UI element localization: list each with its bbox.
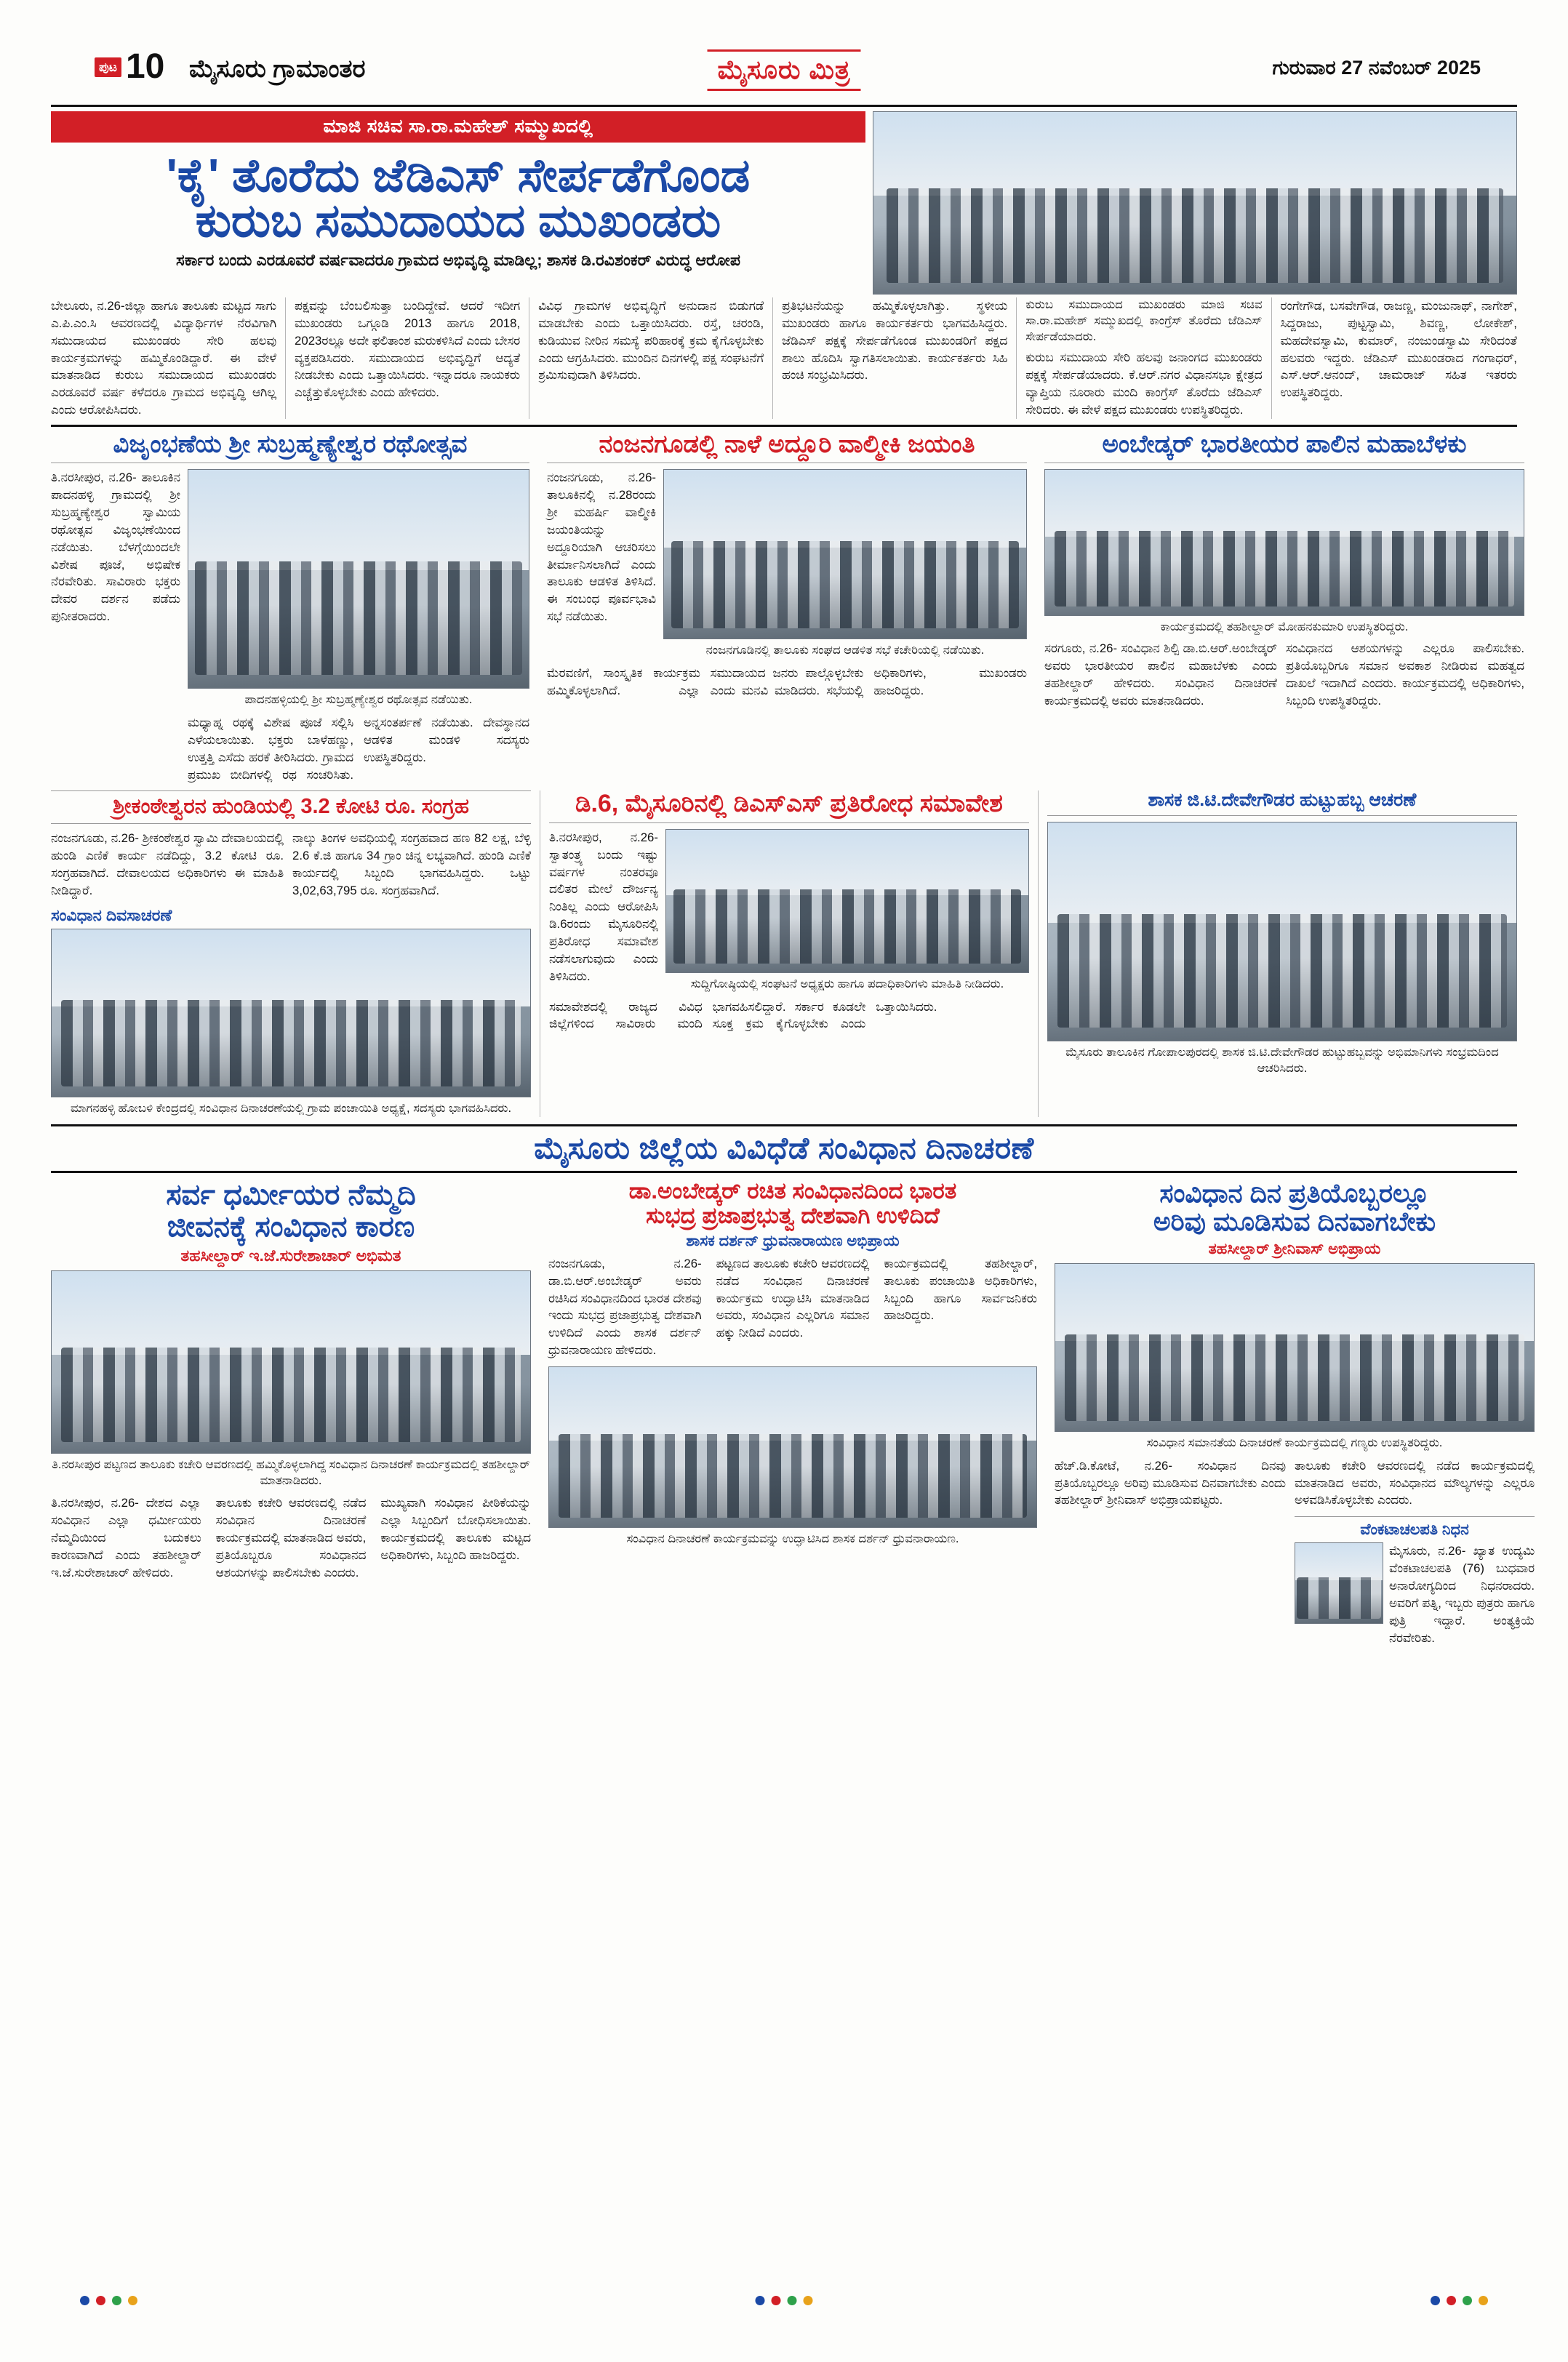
rathotsava-col-1: ತಿ.ನರಸೀಪುರ, ನ.26- ತಾಲೂಕಿನ ಪಾದನಹಳ್ಳಿ ಗ್ರಾಮದಲ್ಲಿ ಶ್ರೀ ಸುಬ್ರಹ್ಮಣ್ಯೇಶ್ವರ ಸ್ವಾಮಿಯ ರಥೋತ್ಸವ ವಿಜೃಂಭಣೆಯಿಂದ ನಡೆಯಿತು. ಬೆಳಗ್ಗೆಯಿಂದಲೇ ವಿಶೇಷ ಪೂಜೆ, ಅಭಿಷೇಕ ನೆರವೇರಿತು. ಸಾವಿರಾರು ಭಕ್ತರು ದೇವರ ದರ್ಶನ ಪಡೆದು ಪುನೀತರಾದರು. xyxy=(51,471,180,624)
obituary-portrait xyxy=(1295,1542,1383,1624)
footer-dots-right xyxy=(1431,2296,1488,2305)
lead-photo xyxy=(873,111,1517,295)
valmiki-photo-caption: ನಂಜನಗೂಡಿನಲ್ಲಿ ತಾಲೂಕು ಸಂಘದ ಆಡಳಿತ ಸಭೆ ಕಚೇರಿಯಲ್ಲಿ ನಡೆಯಿತು. xyxy=(705,644,985,657)
sarvadharma-headline-1: ಸರ್ವ ಧರ್ಮೀಯರ ನೆಮ್ಮದಿ xyxy=(166,1178,416,1211)
story-sarvadharma xyxy=(51,1179,540,1647)
issue-date: ಗುರುವಾರ 27 ನವೆಂಬರ್ 2025 xyxy=(1272,57,1481,79)
samvidhana-photo xyxy=(51,929,531,1097)
srinivas-col-1: ಹೆಚ್.ಡಿ.ಕೋಟೆ, ನ.26- ಸಂವಿಧಾನ ದಿನವು ಪ್ರತಿಯೊಬ್ಬರಲ್ಲೂ ಅರಿವು ಮೂಡಿಸುವ ದಿನವಾಗಬೇಕು ಎಂದು ತಹಶೀಲ್ದಾರ್ ಶ್ರೀನಿವಾಸ್ ಅಭಿಪ್ರಾಯಪಟ್ಟರು. xyxy=(1055,1458,1286,1508)
sarvadharma-subhead: ತಹಸೀಲ್ದಾರ್ ಇ.ಜೆ.ಸುರೇಶಾಚಾರ್ ಅಭಿಮತ xyxy=(180,1246,401,1265)
masthead-rule xyxy=(51,105,1517,107)
story-dss xyxy=(540,790,1038,1116)
birthday-headline: ಶಾಸಕ ಜಿ.ಟಿ.ದೇವೇಗೌಡರ ಹುಟ್ಟುಹಬ್ಬ ಆಚರಣೆ xyxy=(1148,790,1417,811)
lead-kicker: ಮಾಜಿ ಸಚಿವ ಸಾ.ರಾ.ಮಹೇಶ್ ಸಮ್ಮುಖದಲ್ಲಿ xyxy=(51,111,865,143)
sarvadharma-headline-2: ಜೀವನಕ್ಕೆ ಸಂವಿಧಾನ ಕಾರಣ xyxy=(167,1210,415,1243)
rathotsava-headline: ವಿಜೃಂಭಣೆಯ ಶ್ರೀ ಸುಬ್ರಹ್ಮಣ್ಯೇಶ್ವರ ರಥೋತ್ಸವ xyxy=(113,430,468,458)
samvidhana-dinacharane-headline: ಸಂವಿಧಾನ ದಿವಸಾಚರಣೆ xyxy=(51,905,172,924)
ambedkar-light-col-2: ಸಂವಿಧಾನದ ಆಶಯಗಳನ್ನು ಎಲ್ಲರೂ ಪಾಲಿಸಬೇಕು. ಪ್ರತಿಯೊಬ್ಬರಿಗೂ ಸಮಾನ ಅವಕಾಶ ನೀಡಿರುವ ಮಹತ್ವದ ದಾಖಲೆ ಇದಾಗಿದೆ ಎಂದರು. ಕಾರ್ಯಕ್ರಮದಲ್ಲಿ ಅಧಿಕಾರಿಗಳು, ಸಿಬ್ಬಂದಿ ಉಪಸ್ಥಿತರಿದ್ದರು. xyxy=(1286,641,1524,708)
birthday-photo-caption: ಮೈಸೂರು ತಾಲೂಕಿನ ಗೋಪಾಲಪುರದಲ್ಲಿ ಶಾಸಕ ಜಿ.ಟಿ.ದೇವೇಗೌಡರ ಹುಟ್ಟುಹಬ್ಬವನ್ನು ಅಭಿಮಾನಿಗಳು ಸಂಭ್ರಮದಿಂದ ಆಚರಿಸಿದರು. xyxy=(1065,1045,1499,1075)
darshan-photo-caption: ಸಂವಿಧಾನ ದಿನಾಚರಣೆ ಕಾರ್ಯಕ್ರಮವನ್ನು ಉದ್ಘಾಟಿಸಿದ ಶಾಸಕ ದರ್ಶನ್ ಧ್ರುವನಾರಾಯಣ. xyxy=(626,1532,959,1545)
darshan-headline-2: ಸುಭದ್ರ ಪ್ರಜಾಪ್ರಭುತ್ವ ದೇಶವಾಗಿ ಉಳಿದಿದೆ xyxy=(646,1202,940,1228)
lead-subhead: ಸರ್ಕಾರ ಬಂದು ಎರಡೂವರೆ ವರ್ಷವಾದರೂ ಗ್ರಾಮದ ಅಭಿವೃದ್ಧಿ ಮಾಡಿಲ್ಲ; ಶಾಸಕ ಡಿ.ರವಿಶಂಕರ್ ವಿರುದ್ಧ ಆರೋಪ xyxy=(176,251,740,270)
valmiki-photo xyxy=(663,469,1027,639)
lead-photo-block xyxy=(873,111,1517,295)
dss-photo-caption: ಸುದ್ದಿಗೋಷ್ಠಿಯಲ್ಲಿ ಸಂಘಟನೆ ಅಧ್ಯಕ್ಷರು ಹಾಗೂ ಪದಾಧಿಕಾರಿಗಳು ಮಾಹಿತಿ ನೀಡಿದರು. xyxy=(690,977,1004,990)
ambedkar-light-photo-caption: ಕಾರ್ಯಕ್ರಮದಲ್ಲಿ ತಹಶೀಲ್ದಾರ್ ಮೋಹನಕುಮಾರಿ ಉಪಸ್ಥಿತರಿದ್ದರು. xyxy=(1160,620,1409,634)
ambedkar-light-photo xyxy=(1044,469,1524,616)
story-srinivas xyxy=(1046,1179,1535,1647)
samvidhana-photo-caption: ಮಾಗನಹಳ್ಳಿ ಹೋಬಳಿ ಕೇಂದ್ರದಲ್ಲಿ ಸಂವಿಧಾನ ದಿನಾಚರಣೆಯಲ್ಲಿ ಗ್ರಾಮ ಪಂಚಾಯಿತಿ ಅಧ್ಯಕ್ಷೆ, ಸದಸ್ಯರು ಭಾಗವಹಿಸಿದರು. xyxy=(70,1101,512,1115)
lead-col-2: ಪಕ್ಷವನ್ನು ಬೆಂಬಲಿಸುತ್ತಾ ಬಂದಿದ್ದೇವೆ. ಆದರೆ ಇದೀಗ ಮುಖಂಡರು ಒಗ್ಗೂಡಿ 2013 ಹಾಗೂ 2018, 2023ರಲ್ಲೂ ಅದೇ ಫಲಿತಾಂಶ ಮರುಕಳಿಸಿದೆ ಎಂದು ಬೇಸರ ವ್ಯಕ್ತಪಡಿಸಿದರು. ಸಮುದಾಯದ ಅಭಿವೃದ್ಧಿಗೆ ಆದ್ಯತೆ ನೀಡಬೇಕು ಎಂದು ಒತ್ತಾಯಿಸಿದರು. ಇನ್ನಾದರೂ ನಾಯಕರು ಎಚ್ಚೆತ್ತುಕೊಳ್ಳಬೇಕು ಎಂದು ಹೇಳಿದರು. xyxy=(295,299,521,400)
rathotsava-photo-caption: ಪಾದನಹಳ್ಳಿಯಲ್ಲಿ ಶ್ರೀ ಸುಬ್ರಹ್ಮಣ್ಯೇಶ್ವರ ರಥೋತ್ಸವ ನಡೆಯಿತು. xyxy=(244,693,473,707)
darshan-col-3: ಕಾರ್ಯಕ್ರಮದಲ್ಲಿ ತಹಶೀಲ್ದಾರ್, ತಾಲೂಕು ಪಂಚಾಯಿತಿ ಅಧಿಕಾರಿಗಳು, ಸಿಬ್ಬಂದಿ ಹಾಗೂ ಸಾರ್ವಜನಿಕರು ಹಾಜರಿದ್ದರು. xyxy=(884,1256,1038,1323)
obituary-text: ಮೈಸೂರು, ನ.26- ಖ್ಯಾತ ಉದ್ಯಮಿ ವೆಂಕಟಾಚಲಪತಿ (76) ಬುಧವಾರ ಅನಾರೋಗ್ಯದಿಂದ ನಿಧನರಾದರು. ಅವರಿಗೆ ಪತ್ನಿ, ಇಬ್ಬರು ಪುತ್ರರು ಹಾಗೂ ಪುತ್ರಿ ಇದ್ದಾರೆ. ಅಂತ್ಯಕ್ರಿಯೆ ನೆರವೇರಿತು. xyxy=(1389,1544,1535,1645)
sarvadharma-col-1: ತಿ.ನರಸೀಪುರ, ನ.26- ದೇಶದ ಎಲ್ಲಾ ಸಂವಿಧಾನ ಎಲ್ಲಾ ಧರ್ಮೀಯರು ನೆಮ್ಮದಿಯಿಂದ ಬದುಕಲು ಕಾರಣವಾಗಿದೆ ಎಂದು ತಹಶೀಲ್ದಾರ್ ಇ.ಜೆ.ಸುರೇಶಾಚಾರ್ ಹೇಳಿದರು. xyxy=(51,1496,201,1580)
section-two xyxy=(51,430,1524,784)
sarvadharma-photo xyxy=(51,1270,531,1454)
story-birthday xyxy=(1039,790,1517,1116)
footer-dots-left xyxy=(80,2296,137,2305)
valmiki-col-1: ನಂಜನಗೂಡು, ನ.26- ತಾಲೂಕಿನಲ್ಲಿ ನ.28ರಂದು ಶ್ರೀ ಮಹರ್ಷಿ ವಾಲ್ಮೀಕಿ ಜಯಂತಿಯನ್ನು ಅದ್ದೂರಿಯಾಗಿ ಆಚರಿಸಲು ತೀರ್ಮಾನಿಸಲಾಗಿದೆ ಎಂದು ತಾಲೂಕು ಆಡಳಿತ ತಿಳಿಸಿದೆ. ಈ ಸಂಬಂಧ ಪೂರ್ವಭಾವಿ ಸಭೆ ನಡೆಯಿತು. xyxy=(547,471,656,624)
masthead xyxy=(51,44,1517,105)
lead-col-6: ರಂಗೇಗೌಡ, ಬಸವೇಗೌಡ, ರಾಜಣ್ಣ, ಮಂಜುನಾಥ್, ನಾಗೇಶ್, ಸಿದ್ದರಾಜು, ಪುಟ್ಟಸ್ವಾಮಿ, ಶಿವಣ್ಣ, ಲೋಕೇಶ್, ಮಹದೇವಸ್ವಾಮಿ, ಕುಮಾರ್, ನಂಜುಂಡಸ್ವಾಮಿ ಸೇರಿದಂತೆ ಹಲವರು ಇದ್ದರು. ಜೆಡಿಎಸ್ ಮುಖಂಡರಾದ ಗಂಗಾಧರ್, ಎಸ್.ಆರ್.ಆನಂದ್, ಚಾಮರಾಜ್ ಸಹಿತ ಇತರರು ಉಪಸ್ಥಿತರಿದ್ದರು. xyxy=(1280,299,1517,400)
rathotsava-photo xyxy=(188,469,529,689)
darshan-col-2: ಪಟ್ಟಣದ ತಾಲೂಕು ಕಚೇರಿ ಆವರಣದಲ್ಲಿ ನಡೆದ ಸಂವಿಧಾನ ದಿನಾಚರಣೆ ಕಾರ್ಯಕ್ರಮ ಉದ್ಘಾಟಿಸಿ ಮಾತನಾಡಿದ ಅವರು, ಸಂವಿಧಾನ ಎಲ್ಲರಿಗೂ ಸಮಾನ ಹಕ್ಕು ನೀಡಿದೆ ಎಂದರು. xyxy=(716,1256,870,1340)
section-title: ಮೈಸೂರು ಗ್ರಾಮಾಂತರ xyxy=(189,55,366,83)
lead-headline-block xyxy=(51,111,873,295)
birthday-photo xyxy=(1047,822,1517,1041)
lead-col-5: ಕುರುಬ ಸಮುದಾಯ ಸೇರಿ ಹಲವು ಜನಾಂಗದ ಮುಖಂಡರು ಪಕ್ಷಕ್ಕೆ ಸೇರ್ಪಡೆಯಾದರು. ಕೆ.ಆರ್.ನಗರ ವಿಧಾನಸಭಾ ಕ್ಷೇತ್ರದ ವ್ಯಾಪ್ತಿಯ ನೂರಾರು ಮಂದಿ ಕಾಂಗ್ರೆಸ್ ತೊರೆದು ಜೆಡಿಎಸ್ ಸೇರಿದರು. ಈ ವೇಳೆ ಪಕ್ಷದ ಮುಖಂಡರು ಉಪಸ್ಥಿತರಿದ್ದರು. xyxy=(1025,351,1263,417)
srinivas-headline-1: ಸಂವಿಧಾನ ದಿನ ಪ್ರತಿಯೊಬ್ಬರಲ್ಲೂ xyxy=(1159,1177,1430,1208)
sarvadharma-photo-caption: ತಿ.ನರಸೀಪುರ ಪಟ್ಟಣದ ತಾಲೂಕು ಕಚೇರಿ ಆವರಣದಲ್ಲಿ ಹಮ್ಮಿಕೊಳ್ಳಲಾಗಿದ್ದ ಸಂವಿಧಾನ ದಿನಾಚರಣೆ ಕಾರ್ಯಕ್ರಮದಲ್ಲಿ ತಹಶೀಲ್ದಾರ್ ಮಾತನಾಡಿದರು. xyxy=(52,1457,530,1487)
ambedkar-light-headline: ಅಂಬೇಡ್ಕರ್ ಭಾರತೀಯರ ಪಾಲಿನ ಮಹಾಬೆಳಕು xyxy=(1102,430,1467,458)
obituary-headline: ವೆಂಕಟಾಚಲಪತಿ ನಿಧನ xyxy=(1360,1521,1469,1539)
story-hundi xyxy=(51,790,540,1116)
darshan-subhead: ಶಾಸಕ ದರ್ಶನ್ ಧ್ರುವನಾರಾಯಣ ಅಭಿಪ್ರಾಯ xyxy=(686,1232,900,1249)
dss-col-1: ತಿ.ನರಸೀಪುರ, ನ.26- ಸ್ವಾತಂತ್ರ್ಯ ಬಂದು ಇಷ್ಟು ವರ್ಷಗಳ ನಂತರವೂ ದಲಿತರ ಮೇಲೆ ದೌರ್ಜನ್ಯ ನಿಂತಿಲ್ಲ ಎಂದು ಆರೋಪಿಸಿ ಡಿ.6ರಂದು ಮೈಸೂರಿನಲ್ಲಿ ಪ್ರತಿರೋಧ ಸಮಾವೇಶ ನಡೆಸಲಾಗುವುದು ಎಂದು ತಿಳಿಸಿದರು. xyxy=(548,830,658,983)
srinivas-headline-2: ಅರಿವು ಮೂಡಿಸುವ ದಿನವಾಗಬೇಕು xyxy=(1153,1206,1436,1237)
darshan-headline-1: ಡಾ.ಅಂಬೇಡ್ಕರ್ ರಚಿತ ಸಂವಿಧಾನದಿಂದ ಭಾರತ xyxy=(628,1177,957,1204)
page-sheet xyxy=(51,44,1535,2313)
darshan-col-1: ನಂಜನಗೂಡು, ನ.26- ಡಾ.ಬಿ.ಆರ್.ಅಂಬೇಡ್ಕರ್ ಅವರು ರಚಿಸಿದ ಸಂವಿಧಾನದಿಂದ ಭಾರತ ದೇಶವು ಇಂದು ಸುಭದ್ರ ಪ್ರಜಾಪ್ರಭುತ್ವ ದೇಶವಾಗಿ ಉಳಿದಿದೆ ಎಂದು ಶಾಸಕ ದರ್ಶನ್ ಧ್ರುವನಾರಾಯಣ ಹೇಳಿದರು. xyxy=(548,1256,702,1358)
page-kicker: ಪುಟ xyxy=(95,57,121,77)
darshan-photo xyxy=(548,1366,1037,1528)
rathotsava-col-2: ಮಧ್ಯಾಹ್ನ ರಥಕ್ಕೆ ವಿಶೇಷ ಪೂಜೆ ಸಲ್ಲಿಸಿ ಎಳೆಯಲಾಯಿತು. ಭಕ್ತರು ಬಾಳೆಹಣ್ಣು, ಉತ್ತತ್ತಿ ಎಸೆದು ಹರಕೆ ತೀರಿಸಿದರು. ಗ್ರಾಮದ ಪ್ರಮುಖ ಬೀದಿಗಳಲ್ಲಿ ರಥ ಸಂಚರಿಸಿತು. ಅನ್ನಸಂತರ್ಪಣೆ ನಡೆಯಿತು. ದೇವಸ್ಥಾನದ ಆಡಳಿತ ಮಂಡಳಿ ಸದಸ್ಯರು ಉಪಸ್ಥಿತರಿದ್ದರು. xyxy=(188,716,529,782)
page-number-badge xyxy=(95,49,164,84)
obituary-box xyxy=(1295,1516,1535,1646)
lead-col-3: ವಿವಿಧ ಗ್ರಾಮಗಳ ಅಭಿವೃದ್ಧಿಗೆ ಅನುದಾನ ಬಿಡುಗಡೆ ಮಾಡಬೇಕು ಎಂದು ಒತ್ತಾಯಿಸಿದರು. ರಸ್ತೆ, ಚರಂಡಿ, ಕುಡಿಯುವ ನೀರಿನ ಸಮಸ್ಯೆ ಪರಿಹಾರಕ್ಕೆ ಕ್ರಮ ಕೈಗೊಳ್ಳಬೇಕು ಎಂದು ಆಗ್ರಹಿಸಿದರು. ಮುಂದಿನ ದಿನಗಳಲ್ಲಿ ಪಕ್ಷ ಸಂಘಟನೆಗೆ ಶ್ರಮಿಸುವುದಾಗಿ ತಿಳಿಸಿದರು. xyxy=(538,299,764,383)
srinivas-photo-caption: ಸಂವಿಧಾನ ಸಮಾನತೆಯ ದಿನಾಚರಣೆ ಕಾರ್ಯಕ್ರಮದಲ್ಲಿ ಗಣ್ಯರು ಉಪಸ್ಥಿತರಿದ್ದರು. xyxy=(1146,1436,1443,1449)
ambedkar-light-col-1: ಸರಗೂರು, ನ.26- ಸಂವಿಧಾನ ಶಿಲ್ಪಿ ಡಾ.ಬಿ.ಆರ್.ಅಂಬೇಡ್ಕರ್ ಅವರು ಭಾರತೀಯರ ಪಾಲಿನ ಮಹಾಬೆಳಕು ಎಂದು ತಹಶೀಲ್ದಾರ್ ಹೇಳಿದರು. ಸಂವಿಧಾನ ದಿನಾಚರಣೆ ಕಾರ್ಯಕ್ರಮದಲ್ಲಿ ಅವರು ಮಾತನಾಡಿದರು. xyxy=(1044,641,1277,708)
constitution-day-band: ಮೈಸೂರು ಜಿಲ್ಲೆಯ ವಿವಿಧೆಡೆ ಸಂವಿಧಾನ ದಿನಾಚರಣೆ xyxy=(534,1130,1034,1165)
valmiki-headline: ನಂಜನಗೂಡಲ್ಲಿ ನಾಳೆ ಅದ್ದೂರಿ ವಾಲ್ಮೀಕಿ ಜಯಂತಿ xyxy=(599,430,975,458)
srinivas-col-2: ತಾಲೂಕು ಕಚೇರಿ ಆವರಣದಲ್ಲಿ ನಡೆದ ಕಾರ್ಯಕ್ರಮದಲ್ಲಿ ಮಾತನಾಡಿದ ಅವರು, ಸಂವಿಧಾನದ ಮೌಲ್ಯಗಳನ್ನು ಎಲ್ಲರೂ ಅಳವಡಿಸಿಕೊಳ್ಳಬೇಕು ಎಂದರು. xyxy=(1295,1458,1535,1508)
lead-headline-line1: 'ಕೈ' ತೊರೆದು ಜೆಡಿಎಸ್ ಸೇರ್ಪಡೆಗೊಂಡ xyxy=(166,149,751,201)
dss-col-2: ಸಮಾವೇಶದಲ್ಲಿ ರಾಜ್ಯದ ವಿವಿಧ ಜಿಲ್ಲೆಗಳಿಂದ ಸಾವಿರಾರು ಮಂದಿ ಭಾಗವಹಿಸಲಿದ್ದಾರೆ. ಸರ್ಕಾರ ಕೂಡಲೇ ಸೂಕ್ತ ಕ್ರಮ ಕೈಗೊಳ್ಳಬೇಕು ಎಂದು ಒತ್ತಾಯಿಸಿದರು. xyxy=(548,999,937,1031)
lead-headline-line2: ಕುರುಬ ಸಮುದಾಯದ ಮುಖಂಡರು xyxy=(195,193,721,247)
lead-col-1: ಬೇಲೂರು, ನ.26-ಜಿಲ್ಲಾ ಹಾಗೂ ತಾಲೂಕು ಮಟ್ಟದ ಸಾಗು ಎ.ಪಿ.ಎಂ.ಸಿ ಆವರಣದಲ್ಲಿ ವಿದ್ಯಾರ್ಥಿಗಳ ನೆರವಿಗಾಗಿ ಸಮುದಾಯದ ಮುಖಂಡರು ಸೇರಿ ಹಲವು ಕಾರ್ಯಕ್ರಮಗಳನ್ನು ಹಮ್ಮಿಕೊಂಡಿದ್ದಾರೆ. ಈ ವೇಳೆ ಮಾತನಾಡಿದ ಕುರುಬ ಸಮುದಾಯದ ಮುಖಂಡರು ಎರಡೂವರೆ ವರ್ಷ ಕಳೆದರೂ ಗ್ರಾಮದ ಅಭಿವೃದ್ಧಿ ಆಗಿಲ್ಲ ಎಂದು ಆರೋಪಿಸಿದರು. xyxy=(51,299,277,417)
dss-photo xyxy=(665,829,1029,973)
paper-logo: ಮೈಸೂರು ಮಿತ್ರ xyxy=(707,49,860,91)
srinivas-photo xyxy=(1055,1263,1535,1432)
valmiki-col-2: ಮೆರವಣಿಗೆ, ಸಾಂಸ್ಕೃತಿಕ ಕಾರ್ಯಕ್ರಮ ಹಮ್ಮಿಕೊಳ್ಳಲಾಗಿದೆ. ಎಲ್ಲಾ ಸಮುದಾಯದ ಜನರು ಪಾಲ್ಗೊಳ್ಳಬೇಕು ಎಂದು ಮನವಿ ಮಾಡಿದರು. ಸಭೆಯಲ್ಲಿ ಅಧಿಕಾರಿಗಳು, ಮುಖಂಡರು ಹಾಜರಿದ್ದರು. xyxy=(547,666,1027,697)
hundi-col-2: ನಾಲ್ಕು ತಿಂಗಳ ಅವಧಿಯಲ್ಲಿ ಸಂಗ್ರಹವಾದ ಹಣ 82 ಲಕ್ಷ, ಬೆಳ್ಳಿ 2.6 ಕೆ.ಜಿ ಹಾಗೂ 34 ಗ್ರಾಂ ಚಿನ್ನ ಲಭ್ಯವಾಗಿದೆ. ಹುಂಡಿ ಎಣಿಕೆ ಕಾರ್ಯದಲ್ಲಿ ಸಿಬ್ಬಂದಿ ಭಾಗವಹಿಸಿದ್ದರು. ಒಟ್ಟು 3,02,63,795 ರೂ. ಸಂಗ್ರಹವಾಗಿದೆ. xyxy=(292,831,531,897)
story-darshan xyxy=(540,1179,1046,1647)
sarvadharma-col-2: ತಾಲೂಕು ಕಚೇರಿ ಆವರಣದಲ್ಲಿ ನಡೆದ ಸಂವಿಧಾನ ದಿನಾಚರಣೆ ಕಾರ್ಯಕ್ರಮದಲ್ಲಿ ಮಾತನಾಡಿದ ಅವರು, ಪ್ರತಿಯೊಬ್ಬರೂ ಸಂವಿಧಾನದ ಆಶಯಗಳನ್ನು ಪಾಲಿಸಬೇಕು ಎಂದರು. xyxy=(215,1496,367,1580)
section-three xyxy=(51,790,1517,1116)
dss-headline: ಡಿ.6, ಮೈಸೂರಿನಲ್ಲಿ ಡಿಎಸ್‌ಎಸ್ ಪ್ರತಿರೋಧ ಸಮಾವೇಶ xyxy=(575,790,1003,818)
srinivas-subhead: ತಹಸೀಲ್ದಾರ್ ಶ್ರೀನಿವಾಸ್ ಅಭಿಪ್ರಾಯ xyxy=(1208,1240,1381,1257)
story-rathotsava xyxy=(51,431,538,784)
footer-dots-mid xyxy=(756,2296,813,2305)
story-valmiki xyxy=(538,431,1036,784)
section-four xyxy=(51,1177,1535,1647)
lead-story xyxy=(51,111,1517,295)
lead-photo-caption: ಕುರುಬ ಸಮುದಾಯದ ಮುಖಂಡರು ಮಾಜಿ ಸಚಿವ ಸಾ.ರಾ.ಮಹೇಶ್ ಸಮ್ಮುಖದಲ್ಲಿ ಕಾಂಗ್ರೆಸ್ ತೊರೆದು ಜೆಡಿಎಸ್ ಸೇರ್ಪಡೆಯಾದರು. xyxy=(1025,298,1263,343)
hundi-headline: ಶ್ರೀಕಂಠೇಶ್ವರನ ಹುಂಡಿಯಲ್ಲಿ 3.2 ಕೋಟಿ ರೂ. ಸಂಗ್ರಹ xyxy=(113,795,469,819)
page-number: 10 xyxy=(125,47,165,86)
sarvadharma-col-3: ಮುಖ್ಯವಾಗಿ ಸಂವಿಧಾನ ಪೀಠಿಕೆಯನ್ನು ಎಲ್ಲಾ ಸಿಬ್ಬಂದಿಗೆ ಬೋಧಿಸಲಾಯಿತು. ಕಾರ್ಯಕ್ರಮದಲ್ಲಿ ತಾಲೂಕು ಮಟ್ಟದ ಅಧಿಕಾರಿಗಳು, ಸಿಬ್ಬಂದಿ ಹಾಜರಿದ್ದರು. xyxy=(380,1496,532,1562)
lead-body xyxy=(51,297,1517,419)
story-ambedkar-light xyxy=(1036,431,1524,784)
hundi-col-1: ನಂಜನಗೂಡು, ನ.26- ಶ್ರೀಕಂಠೇಶ್ವರ ಸ್ವಾಮಿ ದೇವಾಲಯದಲ್ಲಿ ಹುಂಡಿ ಎಣಿಕೆ ಕಾರ್ಯ ನಡೆದಿದ್ದು, 3.2 ಕೋಟಿ ರೂ. ಸಂಗ್ರಹವಾಗಿದೆ. ದೇವಾಲಯದ ಅಧಿಕಾರಿಗಳು ಈ ಮಾಹಿತಿ ನೀಡಿದ್ದಾರೆ. xyxy=(51,831,284,897)
lead-col-4: ಪ್ರತಿಭಟನೆಯನ್ನು ಹಮ್ಮಿಕೊಳ್ಳಲಾಗಿತ್ತು. ಸ್ಥಳೀಯ ಮುಖಂಡರು ಹಾಗೂ ಕಾರ್ಯಕರ್ತರು ಭಾಗವಹಿಸಿದ್ದರು. ಜೆಡಿಎಸ್ ಪಕ್ಷಕ್ಕೆ ಸೇರ್ಪಡೆಗೊಂಡ ಮುಖಂಡರಿಗೆ ಪಕ್ಷದ ಶಾಲು ಹೊದಿಸಿ ಸ್ವಾಗತಿಸಲಾಯಿತು. ಕಾರ್ಯಕರ್ತರು ಸಿಹಿ ಹಂಚಿ ಸಂಭ್ರಮಿಸಿದರು. xyxy=(782,299,1008,383)
